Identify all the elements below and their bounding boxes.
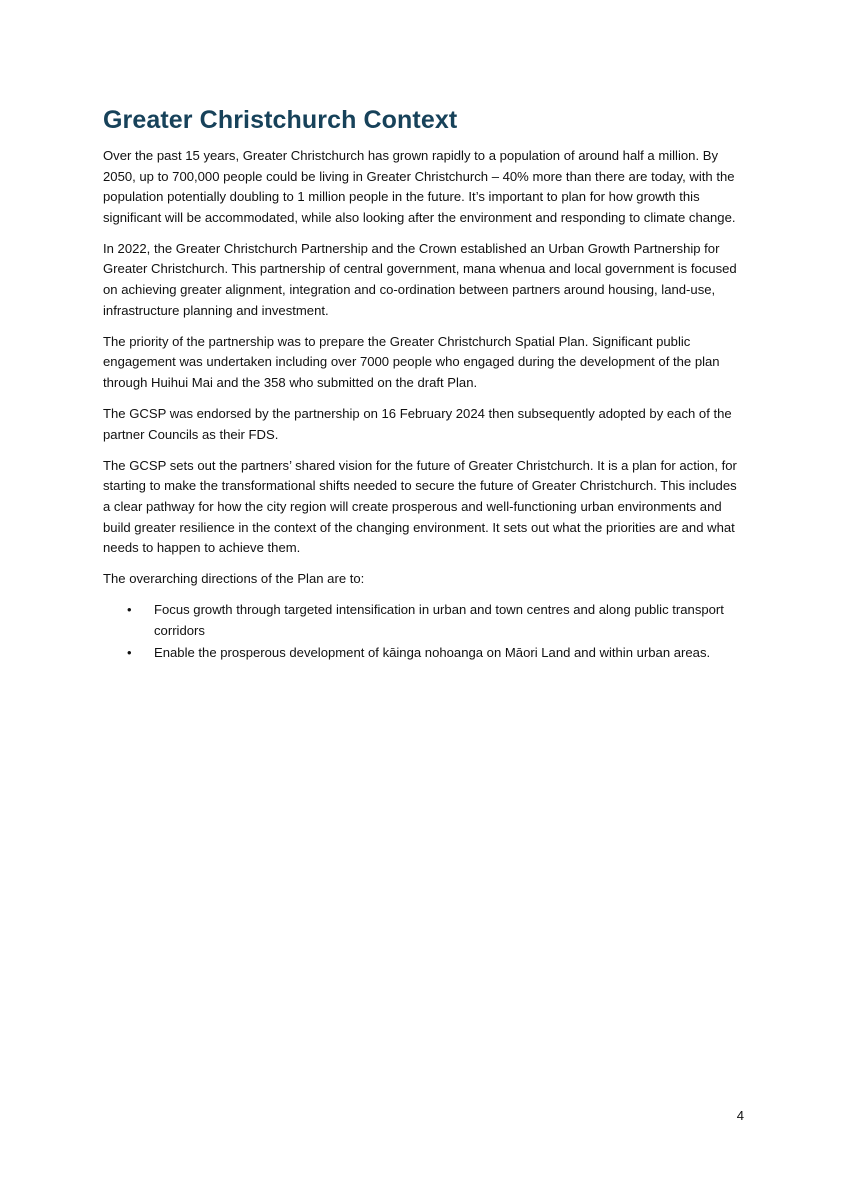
paragraph-urban-growth-partnership: In 2022, the Greater Christchurch Partnership and the Crown established an Urban Growth Partnership for Greater Christchurch. This partnership of central government, mana whenua and local government is focused on achieving greater alignment, integration and co-ordination between partners around housing, land-use, infrastructure planning and investment. bbox=[103, 240, 737, 318]
list-item-text: Enable the prosperous development of kāinga nohoanga on Māori Land and within urban areas. bbox=[154, 645, 711, 661]
page-title: Greater Christchurch Context bbox=[103, 106, 458, 134]
page-number: 4 bbox=[736, 1108, 744, 1123]
list-item bbox=[103, 643, 743, 664]
bullet-icon: • bbox=[127, 602, 132, 618]
paragraph-directions-intro: The overarching directions of the Plan are to: bbox=[103, 571, 365, 587]
page-content bbox=[103, 104, 743, 666]
paragraph-gcsp-vision: The GCSP sets out the partners’ shared vision for the future of Greater Christchurch. It is a plan for action, for starting to make the transformational shifts needed to secure the future of Greater Christchurch. This includes a clear pathway for how the city region will create prosperous and well-functioning urban environments and build greater resilience in the context of the changing environment. It sets out what the priorities are and what needs to happen to achieve them. bbox=[103, 457, 737, 556]
bullet-icon: • bbox=[127, 645, 132, 661]
paragraph-growth-overview: Over the past 15 years, Greater Christchurch has grown rapidly to a population of around half a million. By 2050, up to 700,000 people could be living in Greater Christchurch – 40% more than there are today, with the population potentially doubling to 1 million people in the future. It’s important to plan for how growth this significant will be accommodated, while also looking after the environment and responding to climate change. bbox=[103, 148, 736, 225]
paragraph-gcsp-endorsement: The GCSP was endorsed by the partnership on 16 February 2024 then subsequently adopted by each of the partner Councils as their FDS. bbox=[103, 406, 732, 442]
directions-list bbox=[103, 600, 743, 664]
list-item bbox=[103, 600, 743, 641]
list-item-text: Focus growth through targeted intensification in urban and town centres and along public transport corridors bbox=[154, 602, 724, 638]
paragraph-partnership-priority: The priority of the partnership was to prepare the Greater Christchurch Spatial Plan. Significant public engagement was undertaken including over 7000 people who engaged during the development of the plan through Huihui Mai and the 358 who submitted on the draft Plan. bbox=[103, 333, 720, 390]
